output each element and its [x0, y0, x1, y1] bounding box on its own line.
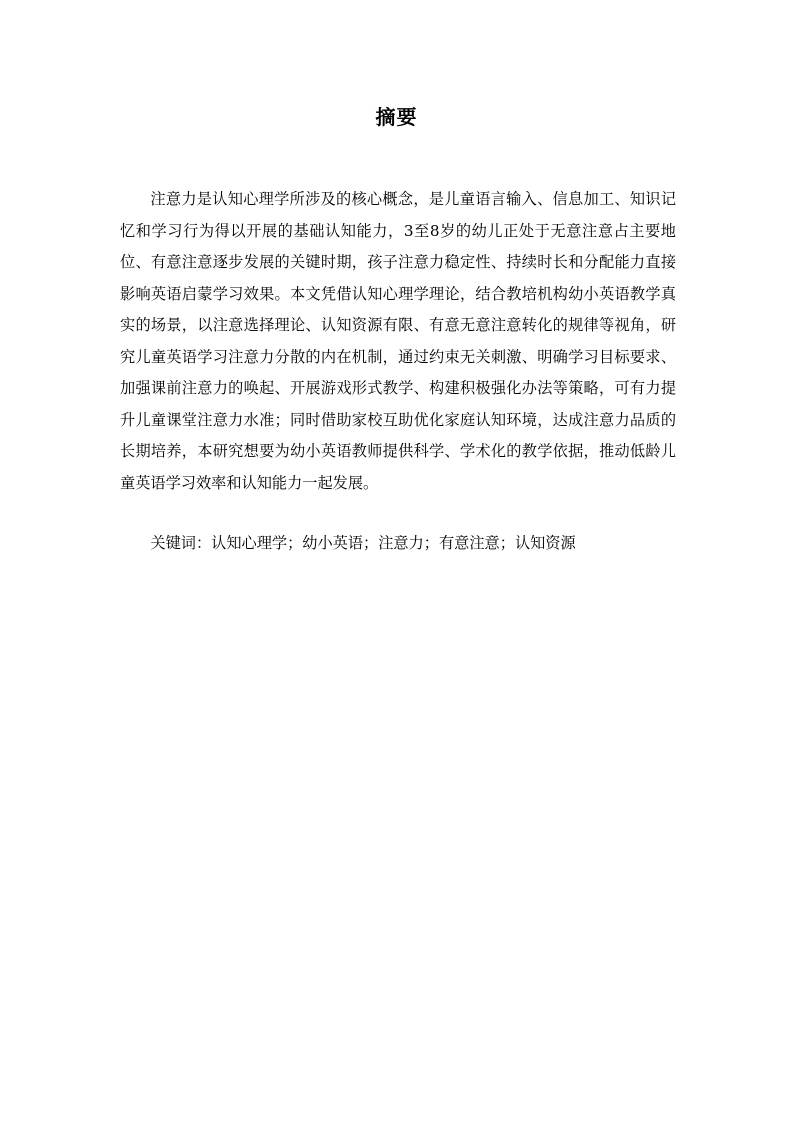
keywords-line: 关键词：认知心理学；幼小英语；注意力；有意注意；认知资源: [150, 534, 576, 552]
page-title: 摘要: [375, 105, 418, 129]
abstract-paragraph: 注意力是认知心理学所涉及的核心概念，是儿童语言输入、信息加工、知识记忆和学习行为得以开展的基础认知能力，3至8岁的幼儿正处于无意注意占主要地位、有意注意逐步发展的关键时期，孩子注意力稳定性、持续时长和分配能力直接影响英语启蒙学习效果。本文凭借认知心理学理论，结合教培机构幼小英语教学真实的场景，以注意选择理论、认知资源有限、有意无意注意转化的规律等视角，研究儿童英语学习注意力分散的内在机制，通过约束无关刺激、明确学习目标要求、加强课前注意力的唤起、开展游戏形式教学、构建积极强化办法等策略，可有力提升儿童课堂注意力水准；同时借助家校互助优化家庭认知环境，达成注意力品质的长期培养，本研究想要为幼小英语教师提供科学、学术化的教学依据，推动低龄儿童英语学习效率和认知能力一起发展。: [120, 190, 676, 492]
